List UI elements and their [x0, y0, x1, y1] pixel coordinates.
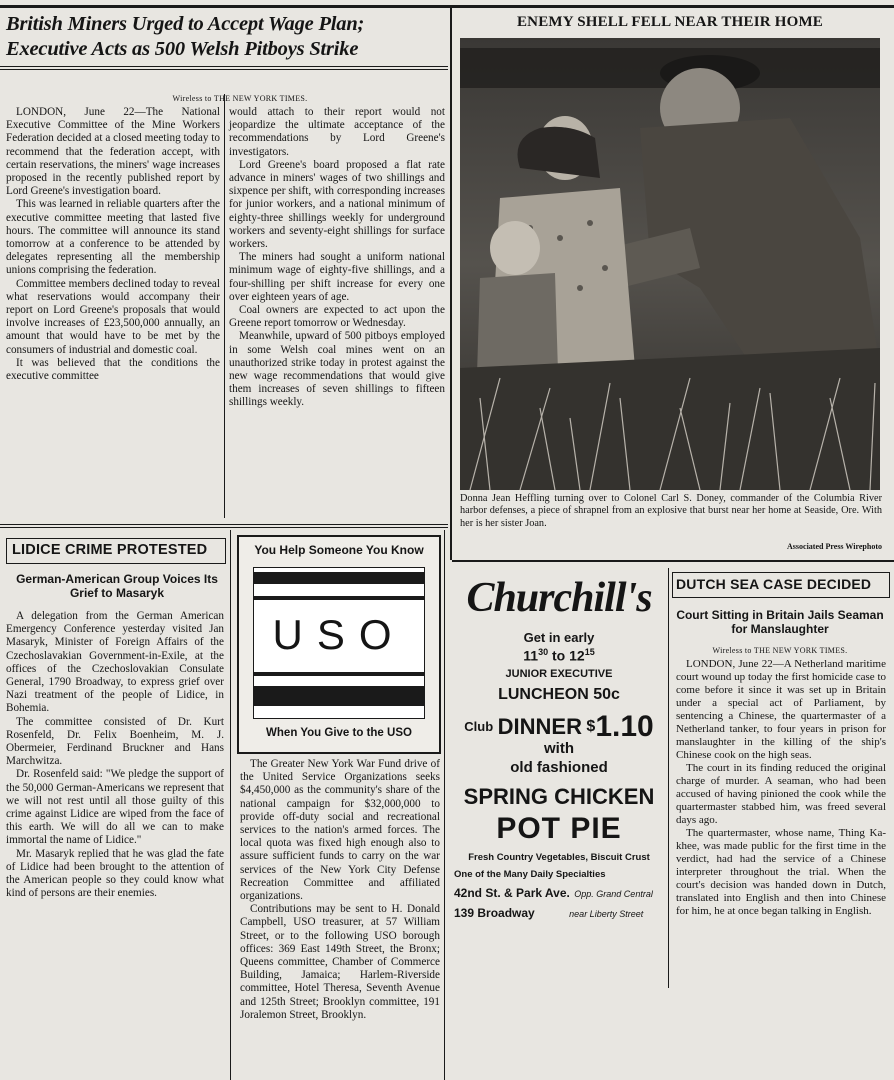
ad-loc2-note: near Liberty Street	[569, 908, 644, 919]
ad-time-to: to	[552, 647, 566, 664]
ad-location-2	[450, 904, 668, 922]
miners-headline-line1: British Miners Urged to Accept Wage Plan;	[6, 13, 365, 35]
miners-paragraph: Lord Greene's board proposed a flat rate advance in miners' wages of two shillings and sixpence per shift, with corresponding increases for junior workers, and a national minimum of eighty-three shillings weekly for underground workers and seventy-eight shillings for surface workers.	[229, 158, 445, 251]
uso-paragraph: The Greater New York War Fund drive of the United Service Organizations seeks $4,450,000 as the community's share of the national campaign for $32,000,000 to provide off-duty social and recreational services to the nation's armed forces. The local quota was fixed high enough also to assure sufficient funds to carry on the war services of the New York City Defense Recreation Committee and affiliated organizations.	[240, 758, 440, 903]
uso-flag-stripe	[254, 572, 424, 584]
churchills-ad	[450, 568, 668, 920]
ad-with: with	[544, 739, 574, 757]
photo-caption: Donna Jean Heffling turning over to Colonel Carl S. Doney, commander of the Columbia River harbor defenses, a piece of shrapnel from an explosive that burst near her home at Seaside, Ore. With her is her sister Joan.	[460, 493, 882, 529]
news-photo	[460, 38, 880, 490]
ad-col-rule	[668, 568, 669, 988]
mid-double-rule-b	[0, 527, 448, 528]
ad-brand: Churchill's	[466, 575, 652, 621]
ad-time-start-minutes: 30	[538, 647, 549, 657]
lidice-paragraph: The committee consisted of Dr. Kurt Rosenfeld, Dr. Felix Boenheim, M. J. Obermeier, Ferdinand Bruckner and Hans Marchwitza.	[6, 715, 224, 768]
photo-credit: Associated Press Wirephoto	[787, 542, 882, 551]
uso-bottom-banner: When You Give to the USO	[266, 727, 412, 739]
dutch-credit: Wireless to THE NEW YORK TIMES.	[712, 646, 848, 655]
ad-get-in-early: Get in early	[523, 630, 595, 645]
ad-pot-pie: POT PIE	[496, 811, 622, 845]
miners-paragraph: This was learned in reliable quarters after the executive committee meeting that lasted five hours. The committee will announce its stand tomorrow at a conference to be attended by delegates representing all the membership unions comprising the federation.	[6, 198, 220, 277]
uso-flag-stripe	[254, 686, 424, 706]
ad-dollar: $	[586, 717, 596, 735]
ad-luncheon: LUNCHEON 50c	[498, 685, 620, 703]
dutch-paragraph: The quartermaster, whose name, Thing Ka-khee, was made public for the first time in the verdict, had had the service of a Chinese interpreter throughout the trial. When the court's decision was handed down in Dutch, translated into English and then into Chinese for him, he at once began talking in English.	[676, 827, 886, 917]
photo-headline: ENEMY SHELL FELL NEAR THEIR HOME	[516, 14, 824, 30]
uso-paragraph: Contributions may be sent to H. Donald Campbell, USO treasurer, at 57 William Street, or to the following USO borough offices: 369 East 149th Street, the Bronx; Queens committee, Chamber of Commerce Building, Jamaica; Harlem-Riverside committee, Hotel Theresa, Seventh Avenue and 125th Street; Brooklyn committee, 191 Joralemon Street, Brooklyn.	[240, 903, 440, 1021]
miners-paragraph: It was believed that the conditions the executive committee	[6, 356, 220, 383]
ad-time-end: 12	[569, 647, 585, 664]
uso-logo: USO	[272, 611, 406, 658]
ad-price: 1.10	[595, 709, 654, 743]
dutch-body	[676, 658, 886, 918]
lidice-paragraph: Mr. Masaryk replied that he was glad the fate of Lidice had been brought to the attention of the American people so they could know what kind of persons are their enemies.	[6, 847, 224, 900]
uso-top-banner: You Help Someone You Know	[254, 543, 424, 557]
miners-paragraph: Coal owners are expected to act upon the Greene report tomorrow or Wednesday.	[229, 304, 445, 330]
lidice-paragraph: A delegation from the German American Emergency Conference yesterday visited Jan Masaryk, Minister of Foreign Affairs of the Czechoslavakian Government-in-Exile, at the offices of the Czechoslovakian Consulate General, 1790 Broadway, to express grief over Nazi treatment of the people of Lidice, in Bohemia.	[6, 610, 224, 715]
miners-paragraph: LONDON, June 22—The National Executive Committee of the Mine Workers Federation decided at a closed meeting today to recommend that the federation accept, with certain reservations, the miners' wage increases proposed in the recently published report by Lord Greene's investigation board.	[6, 106, 220, 198]
ad-dinner-row	[450, 709, 668, 743]
miners-headline-line2: Executive Acts as 500 Welsh Pitboys Strike	[6, 38, 359, 60]
dutch-headline: DUTCH SEA CASE DECIDED	[676, 576, 872, 592]
miners-paragraph: The miners had sought a uniform national minimum wage of eighty-five shillings, and a four-shilling per shift increase for every one over eighteen years of age.	[229, 251, 445, 303]
right-mid-rule	[452, 560, 894, 562]
news-photo-image	[460, 38, 880, 490]
miners-column-1	[6, 106, 220, 383]
dutch-paragraph: The court in its finding reduced the original charge of murder. A seaman, who had been accused of having pinioned the cook while the quartermaster stabbed him, was freed several days ago.	[676, 762, 886, 826]
miners-double-rule-a	[0, 66, 448, 67]
lidice-headline: LIDICE CRIME PROTESTED	[12, 542, 208, 558]
uso-flag-stripe	[254, 596, 424, 600]
miners-column-2	[229, 106, 445, 410]
miners-col-rule	[224, 94, 225, 518]
dutch-subhead: Court Sitting in Britain Jails Seaman for Manslaughter	[676, 608, 884, 636]
ad-location-1	[450, 884, 668, 902]
ad-junior: JUNIOR EXECUTIVE	[505, 667, 613, 680]
lidice-body	[6, 610, 224, 900]
ad-times	[450, 647, 668, 664]
ad-fresh: Fresh Country Vegetables, Biscuit Crust	[468, 851, 650, 863]
ad-loc1-note: Opp. Grand Central	[574, 888, 653, 899]
ad-club: Club	[464, 718, 494, 734]
lidice-subhead: German-American Group Voices Its Grief to Masaryk	[16, 572, 218, 600]
lidice-col-rule	[230, 530, 231, 1080]
uso-ad-box	[237, 535, 441, 754]
ad-spring-chicken: SPRING CHICKEN	[463, 783, 655, 809]
miners-headline	[6, 12, 446, 62]
uso-col-rule	[444, 530, 445, 1080]
ad-one-of: One of the Many Daily Specialties	[454, 868, 606, 880]
miners-paragraph: Meanwhile, upward of 500 pitboys employed in some Welsh coal mines went on an unauthorized strike today in protest against the new wage recommendations that would give them increases of seven shillings to fifteen shillings weekly.	[229, 330, 445, 409]
mid-double-rule-a	[0, 524, 448, 525]
lidice-paragraph: Dr. Rosenfeld said: "We pledge the support of the 50,000 German-Americans we represent that we will not rest until all those guilty of this crime against Lidice are wiped from the face of this earth. We will do all we can to make immortal the name of Lidice."	[6, 768, 224, 847]
miners-double-rule-b	[0, 69, 448, 70]
column-rule-main	[450, 5, 452, 560]
uso-flag	[253, 567, 425, 719]
dutch-paragraph: LONDON, June 22—A Netherland maritime court wound up today the first homicide case to come before it since it was set up in Britain under a special act of Parliament, by sentencing a Chinese, the quartermaster of a Netherland tanker, to four years in prison for manslaughter in the killing of the ship's Chinese cook on the high seas.	[676, 658, 886, 761]
ad-time-start: 11	[523, 647, 539, 664]
miners-paragraph: Committee members declined today to reveal what reservations would accompany their report on Lord Greene's proposals that would involve increases of £23,500,000 annually, an amount that would have to be met by the consumers of industrial and domestic coal.	[6, 277, 220, 356]
ad-time-end-minutes: 15	[584, 647, 595, 657]
ad-old-fashioned: old fashioned	[510, 758, 608, 776]
uso-body	[240, 758, 440, 1022]
top-rule	[0, 5, 894, 8]
miners-paragraph: would attach to their report would not jeopardize the ultimate acceptance of the recommendations by Lord Greene's investigators.	[229, 106, 445, 158]
uso-flag-stripe	[254, 672, 424, 676]
ad-loc2: 139 Broadway	[454, 905, 535, 920]
ad-dinner: DINNER	[497, 713, 582, 739]
ad-loc1: 42nd St. & Park Ave.	[454, 885, 570, 900]
miners-credit: Wireless to THE NEW YORK TIMES.	[172, 94, 308, 103]
